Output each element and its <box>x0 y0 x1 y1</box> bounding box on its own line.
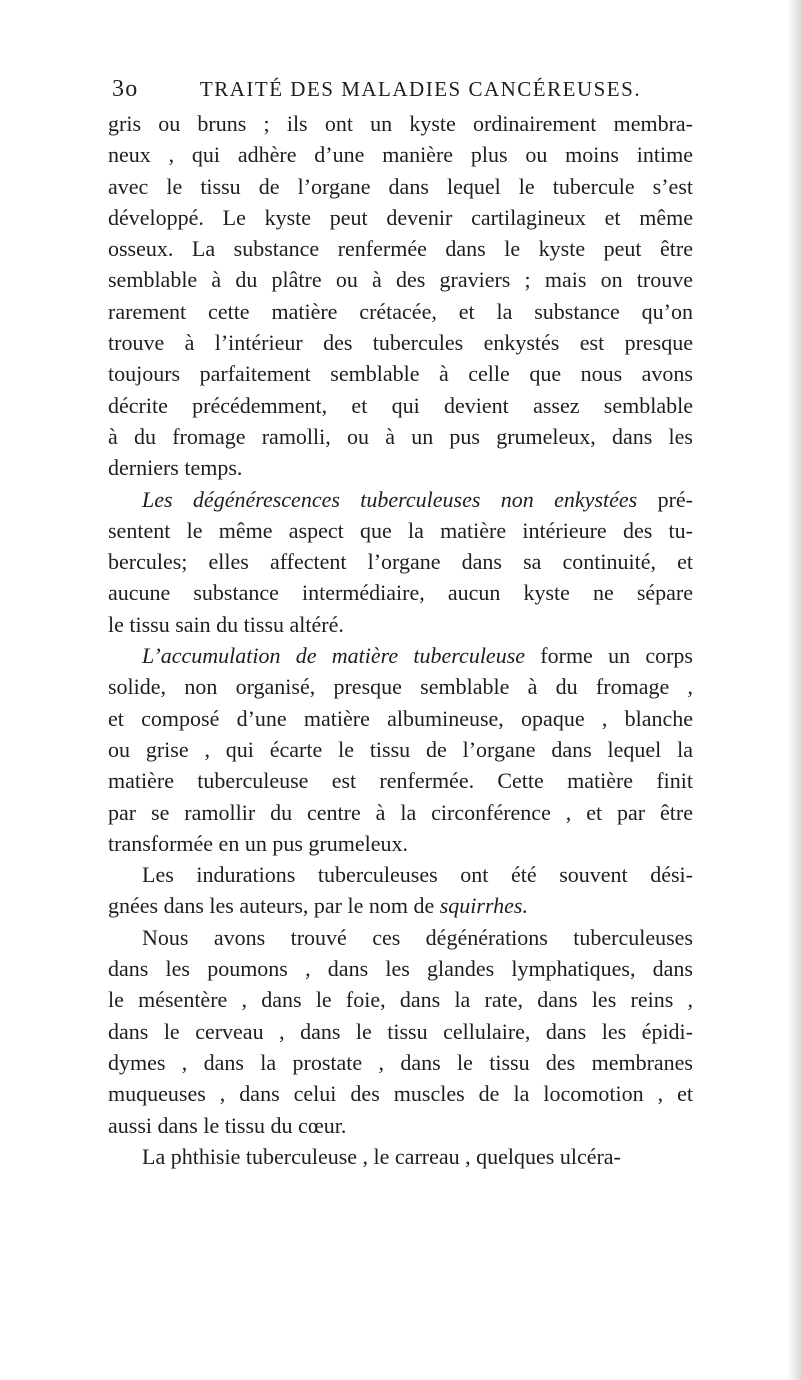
running-title: TRAITÉ DES MALADIES CANCÉREUSES. <box>199 77 642 101</box>
text-line <box>108 327 693 358</box>
line-text: forme un corps <box>525 643 693 669</box>
line-text: Nous avons trouvé ces dégénérations tuberculeuses <box>142 924 693 950</box>
text-line <box>108 640 693 671</box>
line-text: à du fromage ramolli, ou à un pus grumeleux, dans les <box>108 423 693 449</box>
text-line <box>108 264 693 295</box>
line-text: pré- <box>637 486 693 512</box>
text-line <box>108 452 693 483</box>
line-text: sentent le même aspect que la matière intérieure des tu- <box>108 517 693 543</box>
line-text: semblable à du plâtre ou à des graviers ; mais on trouve <box>108 267 693 293</box>
line-text: osseux. La substance renfermée dans le kyste peut être <box>108 236 693 262</box>
line-text: transformée en un pus grumeleux. <box>108 830 408 856</box>
text-line <box>108 671 693 702</box>
text-line <box>108 1047 693 1078</box>
text-line <box>108 546 693 577</box>
text-line <box>108 890 693 921</box>
line-text: décrite précédemment, et qui devient assez semblable <box>108 392 693 418</box>
text-line <box>108 484 693 515</box>
line-text: muqueuses , dans celui des muscles de la locomotion , et <box>108 1081 693 1107</box>
line-text: aucune substance intermédiaire, aucun kyste ne sépare <box>108 580 693 606</box>
text-line <box>108 1016 693 1047</box>
line-text: rarement cette matière crétacée, et la substance qu’on <box>108 298 693 324</box>
line-text: derniers temps. <box>108 455 243 481</box>
page-number: 3o <box>112 76 139 102</box>
line-text: gris ou bruns ; ils ont un kyste ordinairement membra- <box>108 111 693 136</box>
text-line <box>108 828 693 859</box>
line-text: et composé d’une matière albumineuse, opaque , blanche <box>108 705 693 731</box>
text-line <box>108 734 693 765</box>
line-text: dans le cerveau , dans le tissu cellulaire, dans les épidi- <box>108 1018 693 1044</box>
text-line <box>108 233 693 264</box>
line-text: aussi dans le tissu du cœur. <box>108 1112 347 1138</box>
line-text: solide, non organisé, presque semblable à du fromage , <box>108 674 693 700</box>
text-line <box>108 1110 693 1141</box>
line-text: matière tuberculeuse est renfermée. Cette matière finit <box>108 768 693 794</box>
text-line <box>108 108 693 139</box>
line-text: toujours parfaitement semblable à celle que nous avons <box>108 361 693 387</box>
italic-phrase: Les dégénérescences tuberculeuses non enkystées <box>142 486 638 512</box>
body-text <box>108 108 693 1172</box>
line-text: La phthisie tuberculeuse , le carreau , quelques ulcéra- <box>142 1143 621 1169</box>
text-line <box>108 703 693 734</box>
line-text: gnées dans les auteurs, par le nom de <box>108 893 440 919</box>
line-text: trouve à l’intérieur des tubercules enkystés est presque <box>108 330 693 356</box>
line-text: neux , qui adhère d’une manière plus ou moins intime <box>108 142 693 168</box>
running-header <box>112 76 672 103</box>
line-text: dans les poumons , dans les glandes lymphatiques, dans <box>108 956 693 982</box>
text-line <box>108 515 693 546</box>
line-text: ou grise , qui écarte le tissu de l’organe dans lequel la <box>108 736 693 762</box>
text-line <box>108 859 693 890</box>
page-edge-shadow <box>787 0 801 1380</box>
text-line <box>108 953 693 984</box>
line-text: dymes , dans la prostate , dans le tissu des membranes <box>108 1049 693 1075</box>
line-text: Les indurations tuberculeuses ont été souvent dési- <box>142 862 693 888</box>
line-text: bercules; elles affectent l’organe dans sa continuité, et <box>108 549 693 575</box>
text-line <box>108 1141 693 1172</box>
italic-phrase: squirrhes. <box>439 893 528 919</box>
text-line <box>108 390 693 421</box>
text-line <box>108 609 693 640</box>
text-line <box>108 202 693 233</box>
line-text: le mésentère , dans le foie, dans la rate, dans les reins , <box>108 987 693 1013</box>
italic-phrase: L’accumulation de matière tuberculeuse <box>142 643 526 669</box>
text-line <box>108 358 693 389</box>
text-line <box>108 171 693 202</box>
text-line <box>108 797 693 828</box>
line-text: par se ramollir du centre à la circonférence , et par être <box>108 799 693 825</box>
text-line <box>108 139 693 170</box>
line-text: avec le tissu de l’organe dans lequel le tubercule s’est <box>108 173 693 199</box>
line-text: développé. Le kyste peut devenir cartilagineux et même <box>108 204 693 230</box>
line-text: le tissu sain du tissu altéré. <box>108 611 344 637</box>
text-line <box>108 577 693 608</box>
text-line <box>108 421 693 452</box>
text-line <box>108 1078 693 1109</box>
text-line <box>108 984 693 1015</box>
text-line <box>108 296 693 327</box>
text-line <box>108 922 693 953</box>
text-line <box>108 765 693 796</box>
